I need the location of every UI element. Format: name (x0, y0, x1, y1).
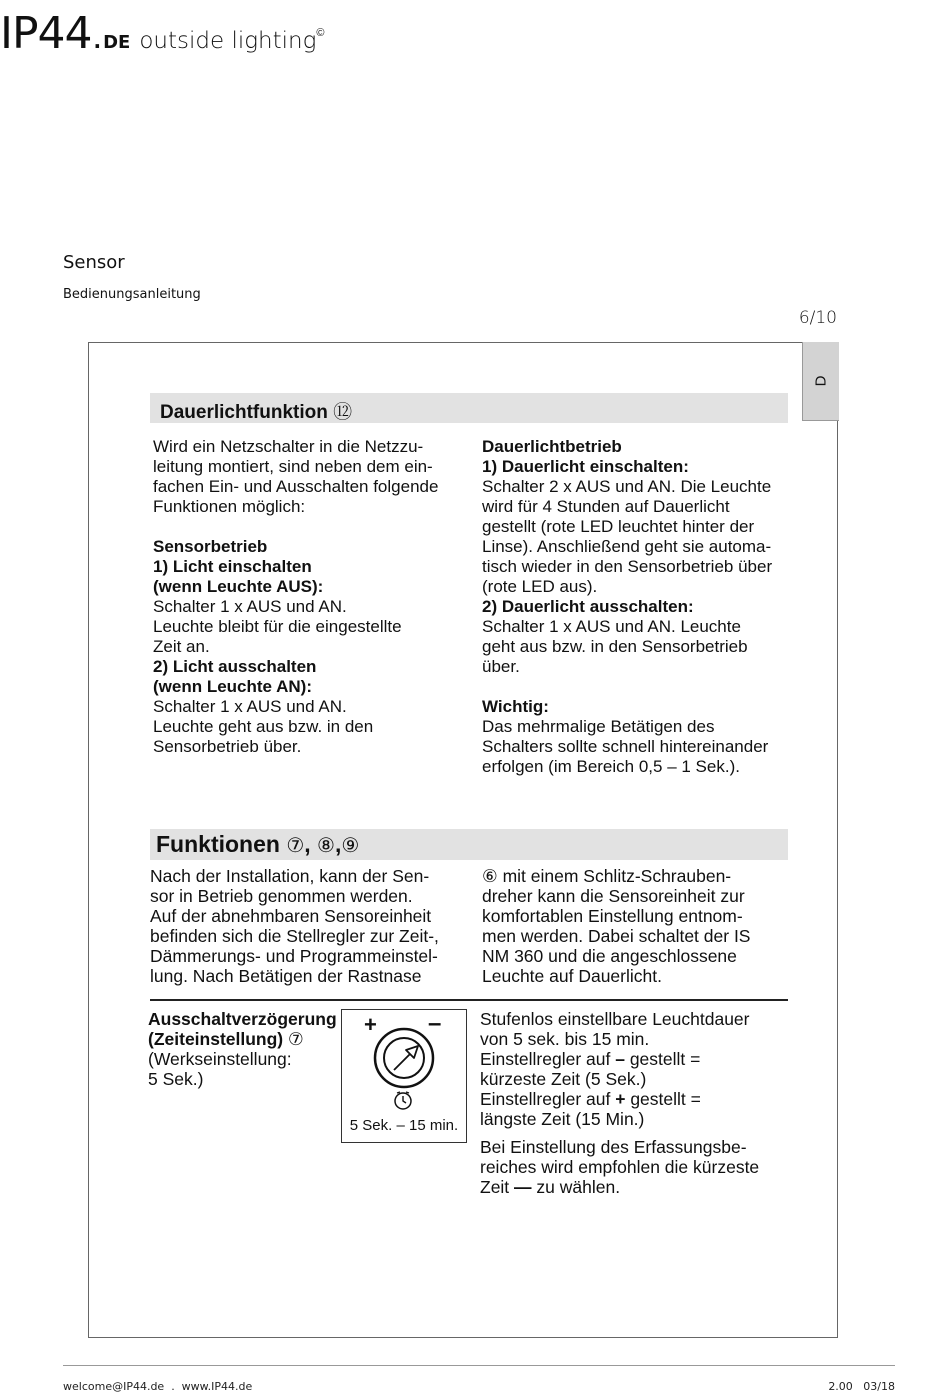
step-title: 1) Licht einschalten (153, 557, 312, 576)
section-heading-text: Funktionen (156, 831, 280, 857)
step-title: 1) Dauerlicht einschalten: (482, 457, 689, 476)
language-tab-label: D (812, 375, 830, 387)
delay-setting-label (148, 1009, 348, 1089)
footer-divider (63, 1365, 895, 1366)
step-text: wird für 4 Stunden auf Dauerlicht (482, 497, 730, 516)
intro-line: Funktionen möglich: (153, 497, 306, 516)
step-text: Schalter 1 x AUS und AN. (153, 597, 347, 616)
desc-line: Stufenlos einstellbare Leuchtdauer (480, 1009, 750, 1029)
step-text: Leuchte geht aus bzw. in den (153, 717, 374, 736)
section1-right-column (482, 437, 792, 777)
ref-number-8: ⑧ (317, 835, 335, 857)
step-title: (wenn Leuchte AUS): (153, 577, 324, 596)
step-text: Linse). Anschließend geht sie automa- (482, 537, 772, 556)
text-line: lung. Nach Betätigen der Rastnase (150, 966, 422, 986)
step-text: (rote LED aus). (482, 577, 598, 596)
text-line: ⑥ mit einem Schlitz-Schrauben- (482, 866, 732, 886)
plus-symbol: + (615, 1089, 626, 1109)
step-text: Schalter 2 x AUS und AN. Die Leuchte (482, 477, 772, 496)
logo-tagline: outside lighting (139, 28, 317, 54)
logo-de: DE (103, 32, 131, 53)
note-text: erfolgen (im Bereich 0,5 – 1 Sek.). (482, 757, 740, 776)
delay-description (480, 1009, 790, 1197)
ref-number-7: ⑦ (288, 1029, 304, 1049)
clock-icon (393, 1090, 413, 1110)
important-note-heading: Wichtig: (482, 697, 549, 716)
page-number: 6/10 (798, 308, 837, 328)
section2-left-column (150, 866, 475, 986)
text-line: befinden sich die Stellregler zur Zeit-, (150, 926, 439, 946)
logo-main: IP44 (0, 8, 92, 59)
text-line: sor in Betrieb genommen werden. (150, 886, 413, 906)
note-line: Zeit — zu wählen. (480, 1177, 621, 1197)
continuous-mode-heading: Dauerlichtbetrieb (482, 437, 622, 456)
section-heading-bar (150, 393, 788, 423)
text-line: komfortablen Einstellung entnom- (482, 906, 743, 926)
step-title: (wenn Leuchte AN): (153, 677, 312, 696)
desc-line: kürzeste Zeit (5 Sek.) (480, 1069, 647, 1089)
step-title: 2) Licht ausschalten (153, 657, 317, 676)
footer-version: 2.00 03/18 (828, 1380, 895, 1393)
dial-plus-label: + (364, 1012, 377, 1037)
desc-line: Einstellregler auf + gestellt = (480, 1089, 701, 1109)
step-text: Schalter 1 x AUS und AN. Leuchte (482, 617, 741, 636)
dial-minus-label: – (428, 1010, 442, 1037)
separator: , (304, 831, 311, 857)
document-subtitle: Bedienungsanleitung (63, 287, 201, 302)
ref-number-12: ⑫ (333, 402, 353, 423)
text-line: NM 360 und die angeschlossene (482, 946, 737, 966)
note-line: reiches wird empfohlen die kürzeste (480, 1157, 760, 1177)
ref-number-9: ⑨ (341, 835, 360, 857)
text-line: dreher kann die Sensoreinheit zur (482, 886, 745, 906)
desc-line: längste Zeit (15 Min.) (480, 1109, 645, 1129)
factory-setting: 5 Sek.) (148, 1069, 204, 1089)
desc-line: Einstellregler auf – gestellt = (480, 1049, 701, 1069)
text-line: Auf der abnehmbaren Sensoreinheit (150, 906, 432, 926)
sensor-mode-heading: Sensorbetrieb (153, 537, 268, 556)
language-tab (802, 342, 839, 421)
section-divider (150, 999, 788, 1001)
document-title: Sensor (63, 252, 125, 273)
intro-line: fachen Ein- und Ausschalten folgende (153, 477, 439, 496)
ref-number-6: ⑥ (482, 866, 498, 886)
section-heading-funktionen (156, 831, 359, 858)
separator: , (334, 831, 342, 857)
note-text: Schalters sollte schnell hintereinander (482, 737, 769, 756)
text-line: Dämmerungs- und Programmeinstel- (150, 946, 438, 966)
footer-contact: welcome@IP44.de . www.IP44.de (63, 1380, 253, 1393)
factory-setting: (Werkseinstellung: (148, 1049, 292, 1069)
ref-number-7: ⑦ (286, 835, 305, 857)
time-dial-illustration (341, 1009, 467, 1143)
section-heading-text: Dauerlichtfunktion (160, 402, 328, 423)
brand-logo (0, 8, 325, 59)
dash-symbol: — (514, 1177, 532, 1197)
step-text: Leuchte bleibt für die eingestellte (153, 617, 402, 636)
intro-line: leitung montiert, sind neben dem ein- (153, 457, 433, 476)
delay-title: Ausschaltverzögerung (148, 1009, 337, 1029)
minus-symbol: – (615, 1049, 625, 1069)
delay-subtitle: (Zeiteinstellung) (148, 1029, 284, 1049)
logo-copyright: © (316, 27, 325, 39)
step-text: Zeit an. (153, 637, 210, 656)
desc-line: von 5 sek. bis 15 min. (480, 1029, 650, 1049)
note-text: Das mehrmalige Betätigen des (482, 717, 715, 736)
text-line: Nach der Installation, kann der Sen- (150, 866, 430, 886)
step-text: tisch wieder in den Sensorbetrieb über (482, 557, 773, 576)
section-heading-bar (150, 829, 788, 860)
text-line: men werden. Dabei schaltet der IS (482, 926, 751, 946)
step-text: über. (482, 657, 520, 676)
dial-range-label: 5 Sek. – 15 min. (349, 1117, 459, 1134)
section2-right-column (482, 866, 792, 986)
note-line: Bei Einstellung des Erfassungsbe- (480, 1137, 747, 1157)
section1-left-column (153, 437, 473, 757)
time-dial-icon (372, 1026, 436, 1090)
logo-dot: . (93, 29, 102, 53)
section-heading-dauerlicht (160, 397, 352, 424)
step-text: geht aus bzw. in den Sensorbetrieb (482, 637, 748, 656)
text-line: Leuchte auf Dauerlicht. (482, 966, 662, 986)
step-text: gestellt (rote LED leuchtet hinter der (482, 517, 755, 536)
step-text: Schalter 1 x AUS und AN. (153, 697, 347, 716)
intro-line: Wird ein Netzschalter in die Netzzu- (153, 437, 424, 456)
step-text: Sensorbetrieb über. (153, 737, 302, 756)
step-title: 2) Dauerlicht ausschalten: (482, 597, 694, 616)
